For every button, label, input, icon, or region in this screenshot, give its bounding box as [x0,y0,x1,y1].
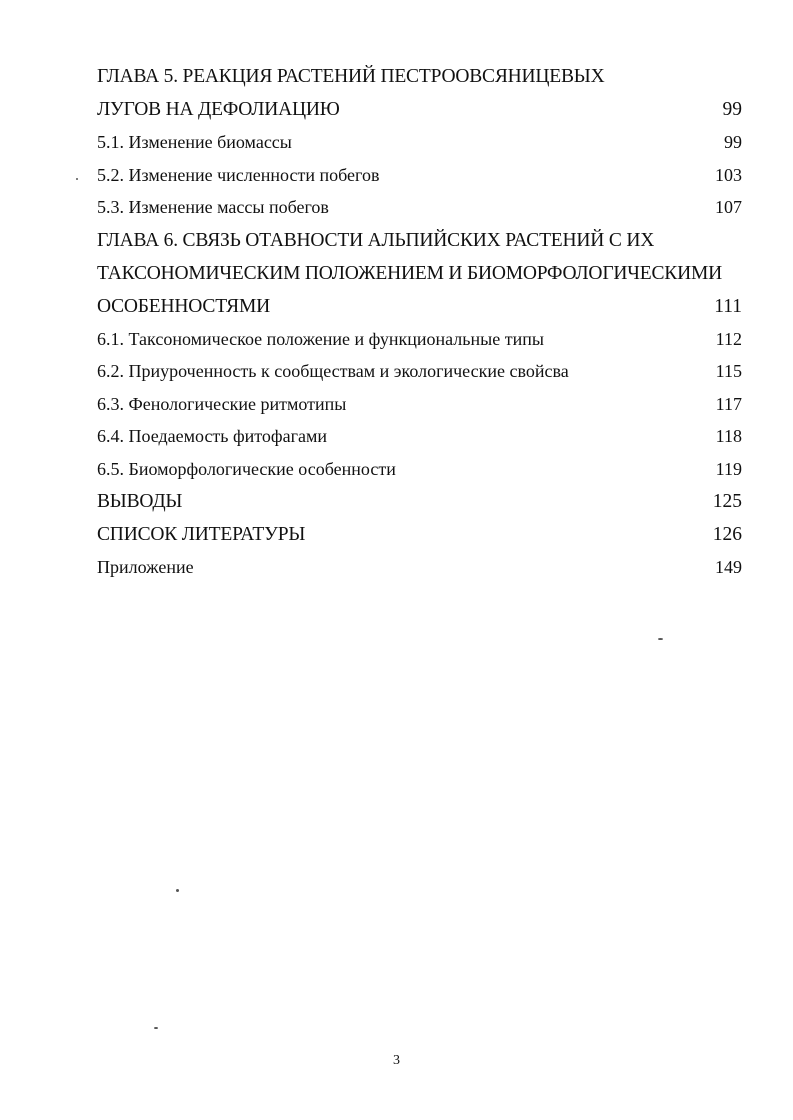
toc-section-5-3 [97,191,742,224]
toc-section-6-5 [97,453,742,486]
scan-speck [176,889,179,892]
table-of-contents [97,60,742,584]
toc-references-page: 126 [712,524,742,545]
toc-chapter-6-title-line-1: ГЛАВА 6. СВЯЗЬ ОТАВНОСТИ АЛЬПИЙСКИХ РАСТЕНИЙ С ИХ [97,229,655,251]
toc-chapter-5-page: 99 [722,99,742,120]
toc-references [97,518,742,551]
toc-section-6-2 [97,355,742,388]
toc-chapter-5-line-1 [97,60,742,93]
toc-section-title: 5.2. Изменение численности побегов [97,164,380,185]
toc-section-page: 117 [715,393,742,414]
toc-section-6-1 [97,323,742,356]
toc-chapter-6-line-2 [97,257,742,290]
toc-section-page: 112 [715,328,742,349]
page-number: 3 [393,1053,400,1068]
toc-section-5-2 [97,159,742,192]
toc-chapter-6-line-3 [97,290,742,323]
toc-section-title: 6.5. Биоморфологические особенности [97,458,396,479]
toc-appendix-title: Приложение [97,557,194,577]
toc-conclusions-title: ВЫВОДЫ [97,491,183,512]
scan-speck [76,178,78,180]
toc-section-page: 99 [724,132,742,152]
toc-section-title: 6.3. Фенологические ритмотипы [97,393,347,414]
toc-conclusions [97,485,742,518]
toc-section-title: 6.2. Приуроченность к сообществам и экологические свойсва [97,361,569,381]
toc-section-6-3 [97,388,742,421]
toc-chapter-6-line-1 [97,224,742,257]
toc-section-6-4 [97,420,742,453]
toc-section-page: 115 [715,361,742,381]
toc-section-page: 107 [715,197,742,217]
toc-chapter-6-title-line-2: ТАКСОНОМИЧЕСКИМ ПОЛОЖЕНИЕМ И БИОМОРФОЛОГИЧЕСКИМИ [97,262,722,284]
toc-appendix-page: 149 [715,557,742,577]
toc-chapter-6-title-line-3: ОСОБЕННОСТЯМИ [97,295,271,317]
toc-section-page: 118 [715,426,742,446]
toc-section-5-1 [97,126,742,159]
toc-section-page: 103 [715,164,742,185]
toc-section-title: 5.3. Изменение массы побегов [97,197,329,217]
toc-chapter-5-title-line-1: ГЛАВА 5. РЕАКЦИЯ РАСТЕНИЙ ПЕСТРООВСЯНИЦЕВЫХ [97,66,605,87]
toc-appendix [97,551,742,584]
toc-chapter-5-title-line-2: ЛУГОВ НА ДЕФОЛИАЦИЮ [97,99,340,120]
toc-section-page: 119 [715,458,742,479]
toc-references-title: СПИСОК ЛИТЕРАТУРЫ [97,524,306,545]
toc-chapter-6-page: 111 [714,295,742,317]
scan-speck [658,638,663,640]
toc-chapter-5-line-2 [97,93,742,126]
toc-section-title: 5.1. Изменение биомассы [97,132,292,152]
toc-section-title: 6.1. Таксономическое положение и функциональные типы [97,328,544,349]
toc-section-title: 6.4. Поедаемость фитофагами [97,426,327,446]
scan-speck [154,1027,158,1029]
toc-conclusions-page: 125 [712,491,742,512]
